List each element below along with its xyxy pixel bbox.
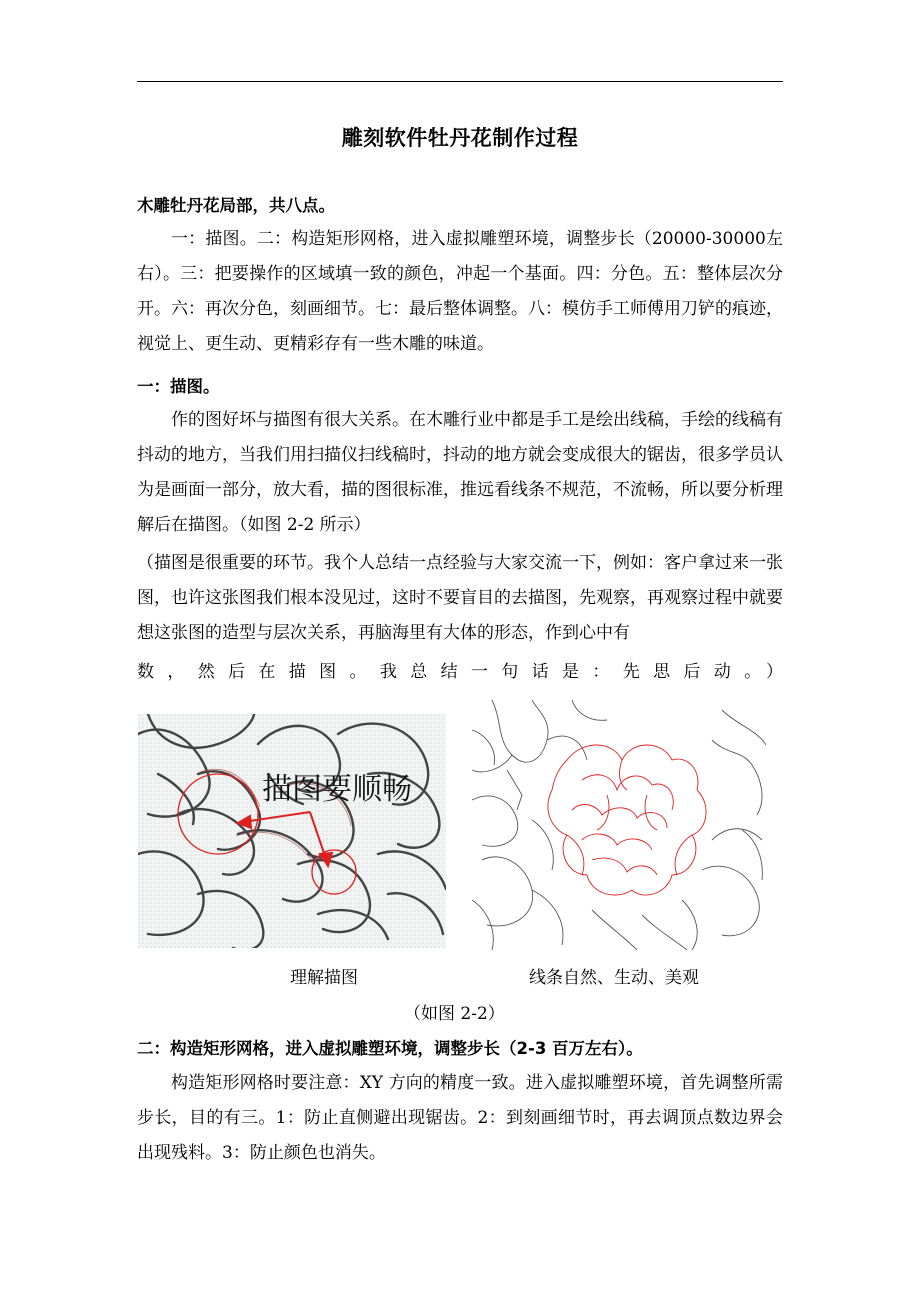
lineart-drawing [472,700,766,950]
figure-annotation-label: 描图要顺畅 [262,772,412,807]
sketch-drawing [138,714,446,948]
paragraph-note-last-line: 数，然后在描图。我总结一句话是：先思后动。） [137,662,783,682]
page-title: 雕刻软件牡丹花制作过程 [341,126,579,150]
figure-sketch-left [138,714,446,948]
heading-section-1: 一：描图。 [137,377,220,396]
paragraph-section-2: 构造矩形网格时要注意：XY 方向的精度一致。进入虚拟雕塑环境，首先调整所需步长，目的有三。1：防止直侧避出现锯齿。2：到刻画细节时，再去调顶点数边界会出现残料。3：防止颜色也消失。 [137,1073,783,1163]
paragraph-intro: 一：描图。二：构造矩形网格，进入虚拟雕塑环境，调整步长（20000-30000左右）。三：把要操作的区域填一致的颜色，冲起一个基面。四：分色。五：整体层次分开。六：再次分色，刻画细节。七：最后整体调整。八：模仿手工师傅用刀铲的痕迹，视觉上、更生动、更精彩存有一些木雕的味道。 [137,229,783,354]
figure-caption: （如图 2-2） [404,1004,505,1024]
paragraph-section-1: 作的图好坏与描图有很大关系。在木雕行业中都是手工是绘出线稿，手绘的线稿有抖动的地方，当我们用扫描仪扫线稿时，抖动的地方就会变成很大的锯齿，很多学员认为是画面一部分，放大看，描的图很标准，推远看线条不规范，不流畅，所以要分析理解后在描图。（如图 2-2 所示） [137,410,783,535]
header-rule [137,81,783,82]
figure-lineart-right [472,700,766,950]
paragraph-note: （描图是很重要的环节。我个人总结一点经验与大家交流一下，例如：客户拿过来一张图，也许这张图我们根本没见过，这时不要盲目的去描图，先观察，再观察过程中就要想这张图的造型与层次关系，再脑海里有大体的形态，作到心中有 [137,553,783,643]
heading-section-2: 二：构造矩形网格，进入虚拟雕塑环境，调整步长（2-3 百万左右）。 [137,1039,643,1058]
caption-left: 理解描图 [290,968,358,988]
caption-right: 线条自然、生动、美观 [529,968,699,988]
heading-intro: 木雕牡丹花局部，共八点。 [137,196,335,215]
